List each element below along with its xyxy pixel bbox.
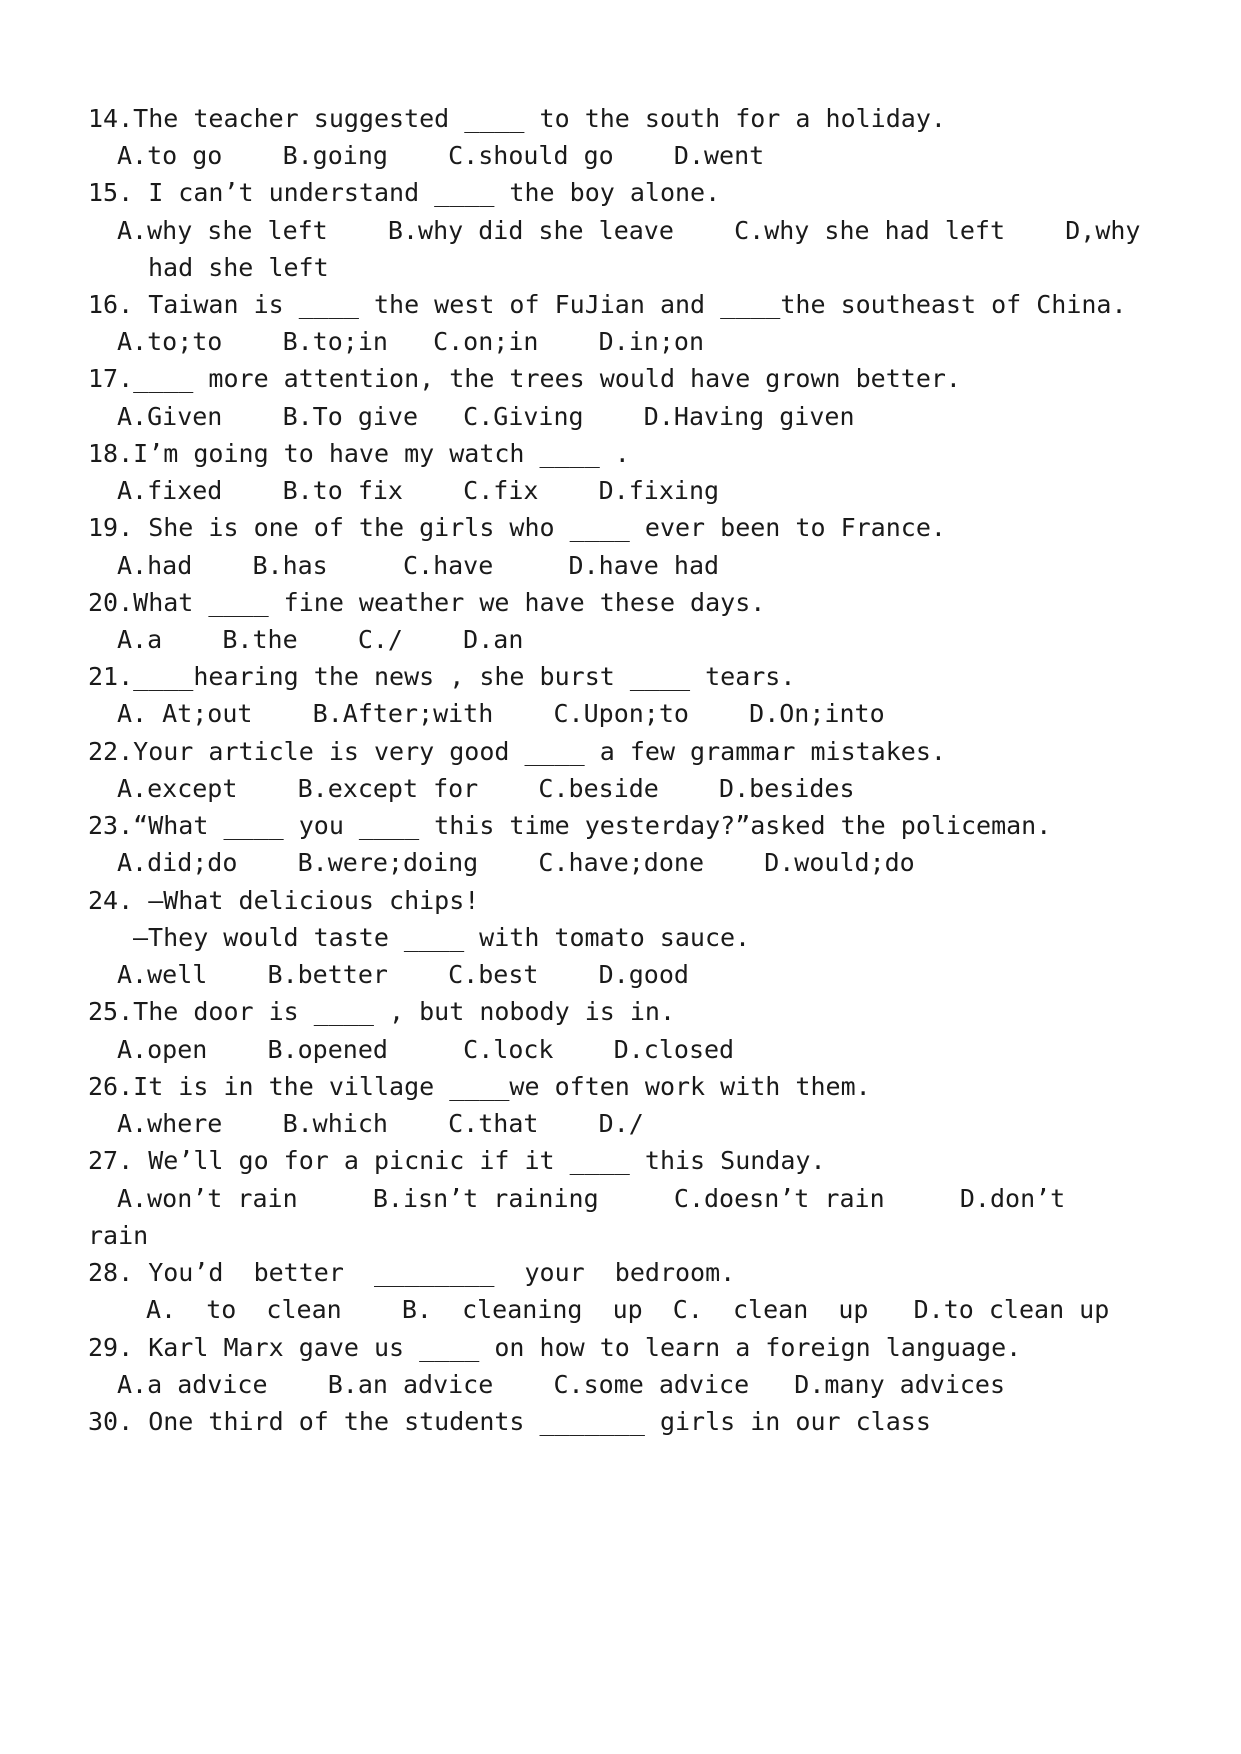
options-15-continued: had she left bbox=[148, 253, 329, 282]
options-29: A.a advice B.an advice C.some advice D.many advices bbox=[117, 1370, 1006, 1399]
options-19: A.had B.has C.have D.have had bbox=[117, 551, 720, 580]
options-21: A. At;out B.After;with C.Upon;to D.On;into bbox=[117, 699, 885, 728]
options-28: A. to clean B. cleaning up C. clean up D.to clean up bbox=[146, 1295, 1110, 1324]
options-15: A.why she left B.why did she leave C.why she had left D,why bbox=[117, 216, 1141, 245]
options-22: A.except B.except for C.beside D.besides bbox=[117, 774, 855, 803]
options-20: A.a B.the C./ D.an bbox=[117, 625, 524, 654]
question-18: 18.I’m going to have my watch ____ . bbox=[88, 439, 630, 468]
options-17: A.Given B.To give C.Giving D.Having given bbox=[117, 402, 855, 431]
question-20: 20.What ____ fine weather we have these days. bbox=[88, 588, 766, 617]
options-24: A.well B.better C.best D.good bbox=[117, 960, 689, 989]
question-23: 23.“What ____ you ____ this time yesterday?”asked the policeman. bbox=[88, 811, 1052, 840]
question-21: 21.____hearing the news , she burst ____ tears. bbox=[88, 662, 796, 691]
question-24: 24. —What delicious chips! bbox=[88, 886, 480, 915]
question-26: 26.It is in the village ____we often work with them. bbox=[88, 1072, 871, 1101]
options-25: A.open B.opened C.lock D.closed bbox=[117, 1035, 735, 1064]
question-19: 19. She is one of the girls who ____ ever been to France. bbox=[88, 513, 946, 542]
options-16: A.to;to B.to;in C.on;in D.in;on bbox=[117, 327, 704, 356]
question-27: 27. We’ll go for a picnic if it ____ this Sunday. bbox=[88, 1146, 826, 1175]
question-14: 14.The teacher suggested ____ to the south for a holiday. bbox=[88, 104, 946, 133]
options-14: A.to go B.going C.should go D.went bbox=[117, 141, 765, 170]
options-26: A.where B.which C.that D./ bbox=[117, 1109, 644, 1138]
question-25: 25.The door is ____ , but nobody is in. bbox=[88, 997, 675, 1026]
question-24-reply: —They would taste ____ with tomato sauce. bbox=[133, 923, 751, 952]
question-15: 15. I can’t understand ____ the boy alone. bbox=[88, 178, 721, 207]
question-17: 17.____ more attention, the trees would have grown better. bbox=[88, 364, 961, 393]
question-28: 28. You’d better ________ your bedroom. bbox=[88, 1258, 736, 1287]
question-16: 16. Taiwan is ____ the west of FuJian and ____the southeast of China. bbox=[88, 290, 1127, 319]
question-29: 29. Karl Marx gave us ____ on how to learn a foreign language. bbox=[88, 1333, 1022, 1362]
question-22: 22.Your article is very good ____ a few grammar mistakes. bbox=[88, 737, 946, 766]
options-18: A.fixed B.to fix C.fix D.fixing bbox=[117, 476, 720, 505]
question-30: 30. One third of the students _______ girls in our class bbox=[88, 1407, 931, 1436]
options-27-continued: rain bbox=[88, 1221, 149, 1250]
options-27: A.won’t rain B.isn’t raining C.doesn’t rain D.don’t bbox=[117, 1184, 1066, 1213]
options-23: A.did;do B.were;doing C.have;done D.would;do bbox=[117, 848, 915, 877]
